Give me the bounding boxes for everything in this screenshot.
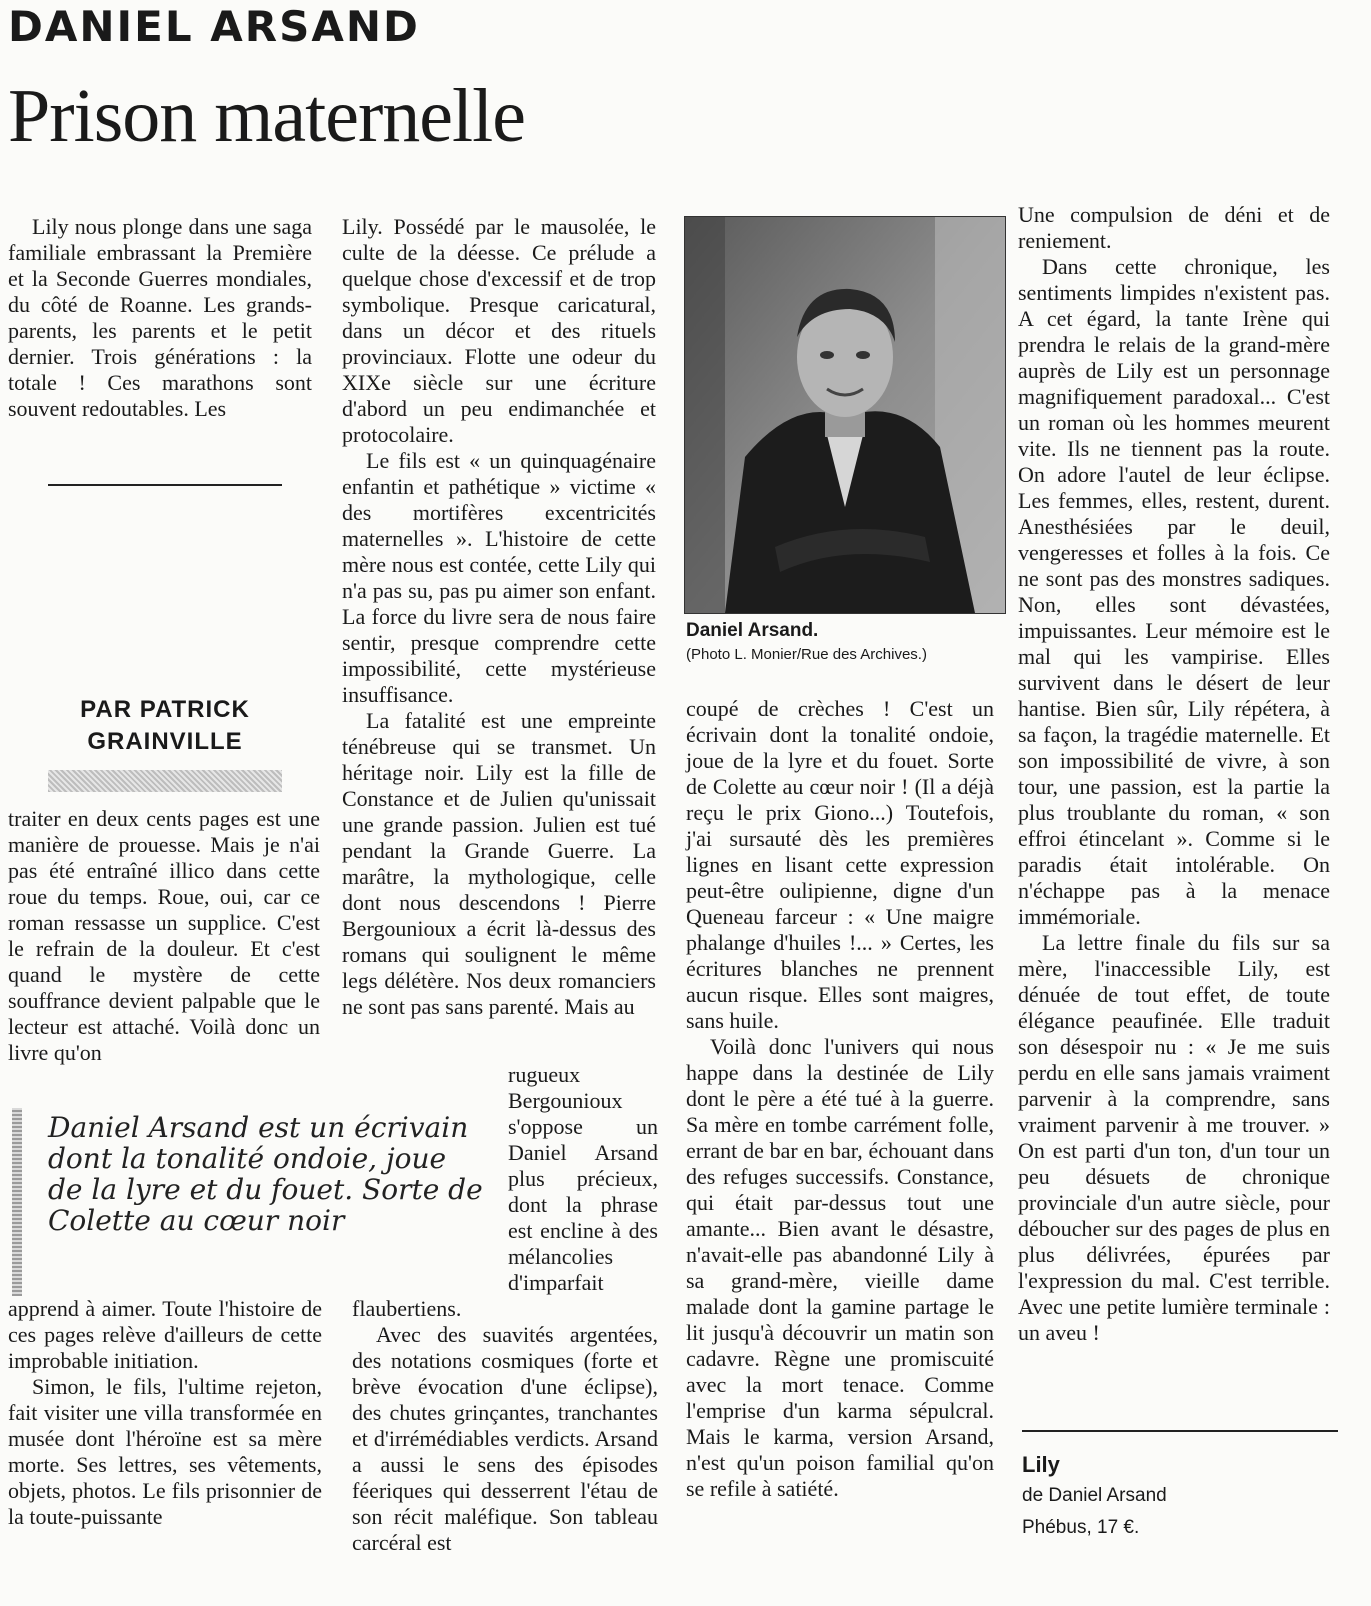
pull-quote-bar xyxy=(12,1108,22,1296)
column-2 xyxy=(342,214,656,1020)
column-1-top xyxy=(8,214,312,422)
photo-caption-credit: (Photo L. Monier/Rue des Archives.) xyxy=(686,646,927,663)
column-1-bottom xyxy=(8,1296,322,1530)
paragraph: coupé de crèches ! C'est un écrivain dont la tonalité ondoie, joue de la lyre et du fouet. Sorte de Colette au cœur noir ! (Il a déjà reçu le prix Giono...) Toutefois, j'ai sursauté dès les premières lignes en lisant cette expression peut-être oulipienne, digne d'un Queneau farceur : « Une maigre phalange d'huiles !... » Certes, les écritures blanches ne prennent aucun risque. Elles sont maigres, sans huile. xyxy=(686,696,994,1033)
byline-line-2: GRAINVILLE xyxy=(87,728,243,755)
paragraph: flaubertiens. xyxy=(352,1296,462,1321)
info-box-rule xyxy=(1022,1430,1338,1432)
book-title: Lily xyxy=(1022,1452,1060,1477)
pull-quote: Daniel Arsand est un écrivain dont la tonalité ondoie, joue de la lyre et du fouet. Sorte de Colette au cœur noir xyxy=(48,1111,483,1237)
book-author: de Daniel Arsand xyxy=(1022,1485,1167,1506)
book-publisher-price: Phébus, 17 €. xyxy=(1022,1517,1140,1538)
paragraph: Lily. Possédé par le mausolée, le culte de la déesse. Ce prélude a quelque chose d'excessif et de trop symbolique. Presque caricatural, dans un décor et des rituels provinciaux. Flotte une odeur du XIXe siècle sur une écriture d'abord un peu endimanchée et protocolaire. xyxy=(342,214,656,447)
paragraph: Simon, le fils, l'ultime rejeton, fait visiter une villa transformée en musée dont l'héroïne est sa mère morte. Ses lettres, ses vêtements, objets, photos. Le fils prisonnier de la toute-puissante xyxy=(8,1374,322,1529)
author-kicker: DANIEL ARSAND xyxy=(8,2,420,51)
column-2-bottom xyxy=(352,1296,658,1556)
column-2-narrow xyxy=(508,1062,658,1296)
paragraph: Une compulsion de déni et de reniement. xyxy=(1018,202,1330,253)
paragraph: La lettre finale du fils sur sa mère, l'inaccessible Lily, est dénuée de tout effet, de toute élégance peaufinée. Elle traduit son désespoir nu : « Je me suis perdu en elle sans jamais vraiment parvenir à la comprendre, sans vraiment parvenir à me trouver. » On est parti d'un ton, d'un tour un peu désuets de chronique provinciale d'un autre siècle, pour déboucher sur des pages de plus en plus délivrées, épurées par l'expression du mal. C'est terrible. Avec une petite lumière terminale : un aveu ! xyxy=(1018,930,1330,1345)
column-4 xyxy=(1018,202,1330,1346)
byline-screen-bar xyxy=(48,770,282,792)
portrait-image xyxy=(685,217,1005,613)
paragraph: Avec des suavités argentées, des notations cosmiques (forte et brève évocation d'une éclipse), des chutes grinçantes, tranchantes et d'irrémédiables verdicts. Arsand a aussi le sens des épisodes féeriques qui desserrent l'étau de son récit maléfique. Son tableau carcéral est xyxy=(352,1322,658,1555)
column-3 xyxy=(686,696,994,1502)
paragraph: Le fils est « un quinquagénaire enfantin et pathétique » victime « des mortifères excentricités maternelles ». L'histoire de cette mère nous est contée, cette Lily qui n'a pas su, pas pu aimer son enfant. La force du livre sera de nous faire sentir, presque comprendre cette impossibilité, cette mystérieuse insuffisance. xyxy=(342,448,656,707)
paragraph: La fatalité est une empreinte ténébreuse qui se transmet. Un héritage noir. Lily est la fille de Constance et de Julien qu'unissait une grande passion. Julien est tué pendant la Grande Guerre. La marâtre, la mythologique, celle dont nous descendons ! Pierre Bergounioux a écrit là-dessus des romans qui soulignent le même legs délétère. Nos deux romanciers ne sont pas sans parenté. Mais au xyxy=(342,708,656,1019)
paragraph: rugueux Bergounioux s'oppose un Daniel Arsand plus précieux, dont la phrase est encline à des mélancolies d'imparfait xyxy=(508,1062,658,1295)
byline-line-1: PAR PATRICK xyxy=(80,696,250,723)
column-1-middle xyxy=(8,806,320,1066)
column-divider-rule xyxy=(48,484,282,486)
byline xyxy=(48,694,282,758)
photo-caption-name: Daniel Arsand. xyxy=(686,620,819,641)
author-photo xyxy=(684,216,1006,614)
paragraph: traiter en deux cents pages est une manière de prouesse. Mais je n'ai pas été entraîné illico dans cette roue du temps. Roue, oui, car ce roman ressasse un supplice. C'est le refrain de la douleur. Et c'est quand le mystère de cette souffrance devient palpable que le lecteur est attaché. Voilà donc un livre qu'on xyxy=(8,806,320,1065)
article-headline: Prison maternelle xyxy=(8,74,525,158)
paragraph: apprend à aimer. Toute l'histoire de ces pages relève d'ailleurs de cette improbable initiation. xyxy=(8,1296,322,1373)
paragraph: Voilà donc l'univers qui nous happe dans la destinée de Lily dont le père a été tué à la guerre. Sa mère en tombe carrément folle, errant de bar en bar, échouant dans des refuges successifs. Constance, qui était par-dessus tout une amante... Bien avant le désastre, n'avait-elle pas abandonné Lily à sa grand-mère, vieille dame malade dont la gamine partage le lit jusqu'à découvrir un matin son cadavre. Règne une promiscuité avec la mort tenace. Comme l'emprise d'un karma sépulcral. Mais le karma, version Arsand, n'est qu'un poison familial qu'on se refile à satiété. xyxy=(686,1034,994,1501)
paragraph: Lily nous plonge dans une saga familiale embrassant la Première et la Seconde Guerres mondiales, du côté de Roanne. Les grands-parents, les parents et le petit dernier. Trois générations : la totale ! Ces marathons sont souvent redoutables. Les xyxy=(8,214,312,421)
paragraph: Dans cette chronique, les sentiments limpides n'existent pas. A cet égard, la tante Irène qui prendra le relais de la grand-mère auprès de Lily est un personnage magnifiquement paradoxal... C'est un roman où les hommes meurent vite. Ils ne tiennent pas la route. On adore l'autel de leur éclipse. Les femmes, elles, restent, durent. Anesthésiées par le deuil, vengeresses et folles à la fois. Ce ne sont pas des monstres sadiques. Non, elles sont dévastées, impuissantes. Leur mémoire est le mal qui les vampirise. Elles survivent dans le désert de leur hantise. Bien sûr, Lily répétera, à sa façon, la tragédie maternelle. Et son impossibilité de vivre, à son tour, une passion, est la partie la plus troublante du roman, « son effroi étincelant ». Comme si le paradis était intolérable. On n'échappe pas à la menace immémoriale. xyxy=(1018,254,1330,929)
